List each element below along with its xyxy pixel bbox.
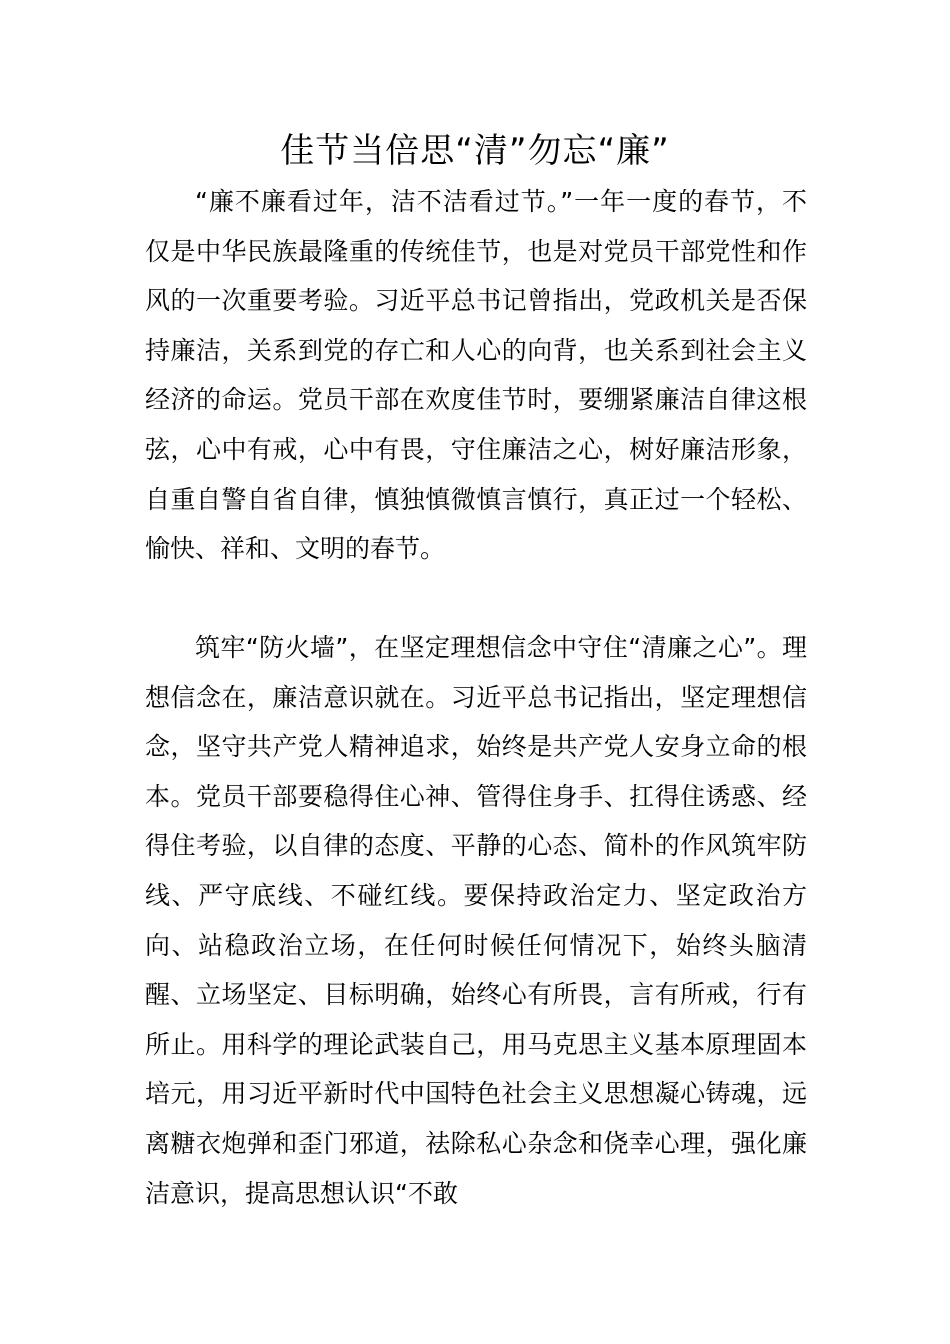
paragraph-firewall: 筑牢“防火墙”，在坚定理想信念中守住“清廉之心”。理想信念在，廉洁意识就在。习近平总书记指出，坚定理想信念，坚守共产党人精神追求，始终是共产党人安身立命的根本。党员干部要稳得住心神、管得住身手、扛得住诱惑、经得住考验，以自律的态度、平静的心态、简朴的作风筑牢防线、严守底线、不碰红线。要保持政治定力、坚定政治方向、站稳政治立场，在任何时候任何情况下，始终头脑清醒、立场坚定、目标明确，始终心有所畏，言有所戒，行有所止。用科学的理论武装自己，用马克思主义基本原理固本培元，用习近平新时代中国特色社会主义思想凝心铸魂，远离糖衣炮弹和歪门邪道，祛除私心杂念和侥幸心理，强化廉洁意识，提高思想认识“不敢 [145,633,807,1208]
paragraph-intro: “廉不廉看过年，洁不洁看过节。”一年一度的春节，不仅是中华民族最隆重的传统佳节，也是对党员干部党性和作风的一次重要考验。习近平总书记曾指出，党政机关是否保持廉洁，关系到党的存亡和人心的向背，也关系到社会主义经济的命运。党员干部在欢度佳节时，要绷紧廉洁自律这根弦，心中有戒，心中有畏，守住廉洁之心，树好廉洁形象，自重自警自省自律，慎独慎微慎言慎行，真正过一个轻松、愉快、祥和、文明的春节。 [145,187,807,564]
document-title: 佳节当倍思“清”勿忘“廉” [280,131,670,171]
